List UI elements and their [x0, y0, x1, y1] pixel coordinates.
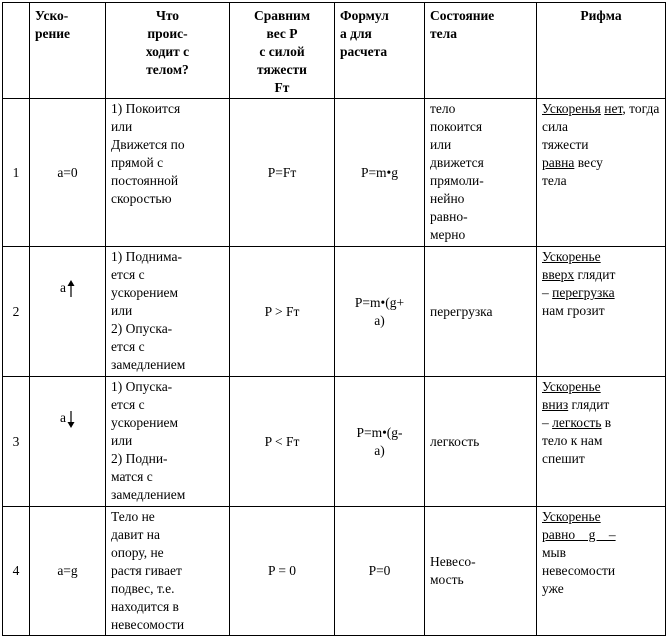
acceleration-cell [30, 377, 106, 507]
rhyme-part: нет [604, 101, 623, 116]
acceleration-cell: a=0 [30, 99, 106, 247]
acceleration-label: a [60, 280, 66, 295]
header-what-happens: Что проис- ходит с телом? [106, 3, 230, 99]
state-cell: перегрузка [425, 247, 537, 377]
what-happens-cell: 1) Опуска- ется с ускорением или 2) Подни- матся с замедлением [106, 377, 230, 507]
formula-cell: P=m•(g- a) [335, 377, 425, 507]
state-cell: Невесо- мость [425, 507, 537, 636]
state-cell: тело покоится или движется прямоли- нейно равно- мерно [425, 99, 537, 247]
acceleration-label: a [60, 410, 66, 425]
compare-cell: P < Fт [230, 377, 335, 507]
table-row [3, 247, 666, 377]
rhyme-part: Ускоренья [542, 101, 601, 116]
rhyme-part: в тело к нам спешит [542, 415, 612, 466]
compare-cell: P > Fт [230, 247, 335, 377]
physics-table [2, 2, 666, 636]
header-formula: Формул а для расчета [335, 3, 425, 99]
header-compare: Сравним вес Р с силой тяжести Fт [230, 3, 335, 99]
compare-cell: P=Fт [230, 99, 335, 247]
header-row [3, 3, 666, 99]
table-row [3, 377, 666, 507]
rhyme-part: перегрузка [552, 285, 615, 300]
row-number: 2 [3, 247, 30, 377]
rhyme-part: Ускоренье [542, 249, 601, 264]
rhyme-cell [537, 507, 666, 636]
what-happens-cell: Тело не давит на опору, не растя гивает подвес, т.е. находится в невесомости [106, 507, 230, 636]
rhyme-part: глядит – [542, 267, 616, 300]
header-num [3, 3, 30, 99]
rhyme-cell [537, 377, 666, 507]
rhyme-part: мыв невесомости уже [542, 545, 616, 596]
table-row [3, 99, 666, 247]
rhyme-part: , тогда сила тяжести [542, 101, 660, 152]
what-happens-cell: 1) Покоится или Движется по прямой с постоянной скоростью [106, 99, 230, 247]
rhyme-part: Ускоренье [542, 379, 601, 394]
acceleration-cell: a=g [30, 507, 106, 636]
row-number: 4 [3, 507, 30, 636]
row-number: 1 [3, 99, 30, 247]
rhyme-cell [537, 247, 666, 377]
acceleration-cell [30, 247, 106, 377]
formula-cell: P=m•(g+ a) [335, 247, 425, 377]
compare-cell: P = 0 [230, 507, 335, 636]
rhyme-part: равна [542, 155, 575, 170]
header-rhyme: Рифма [537, 3, 666, 99]
rhyme-part: глядит – [542, 397, 610, 430]
rhyme-part: вверх [542, 267, 575, 282]
rhyme-part: легкость [552, 415, 602, 430]
rhyme-part: Ускоренье [542, 509, 601, 524]
table-row [3, 507, 666, 636]
row-number: 3 [3, 377, 30, 507]
state-cell: легкость [425, 377, 537, 507]
what-happens-cell: 1) Поднима- ется с ускорением или 2) Опуска- ется с замедлением [106, 247, 230, 377]
arrow-up-icon [67, 280, 75, 298]
arrow-down-icon [67, 410, 75, 428]
rhyme-part: весу тела [542, 155, 603, 188]
rhyme-part: вниз [542, 397, 569, 412]
header-acceleration: Уско- рение [30, 3, 106, 99]
rhyme-part: нам грозит [542, 303, 605, 318]
rhyme-cell [537, 99, 666, 247]
header-state: Состояние тела [425, 3, 537, 99]
formula-cell: P=m•g [335, 99, 425, 247]
formula-cell: P=0 [335, 507, 425, 636]
rhyme-part: равно g – [542, 527, 616, 542]
